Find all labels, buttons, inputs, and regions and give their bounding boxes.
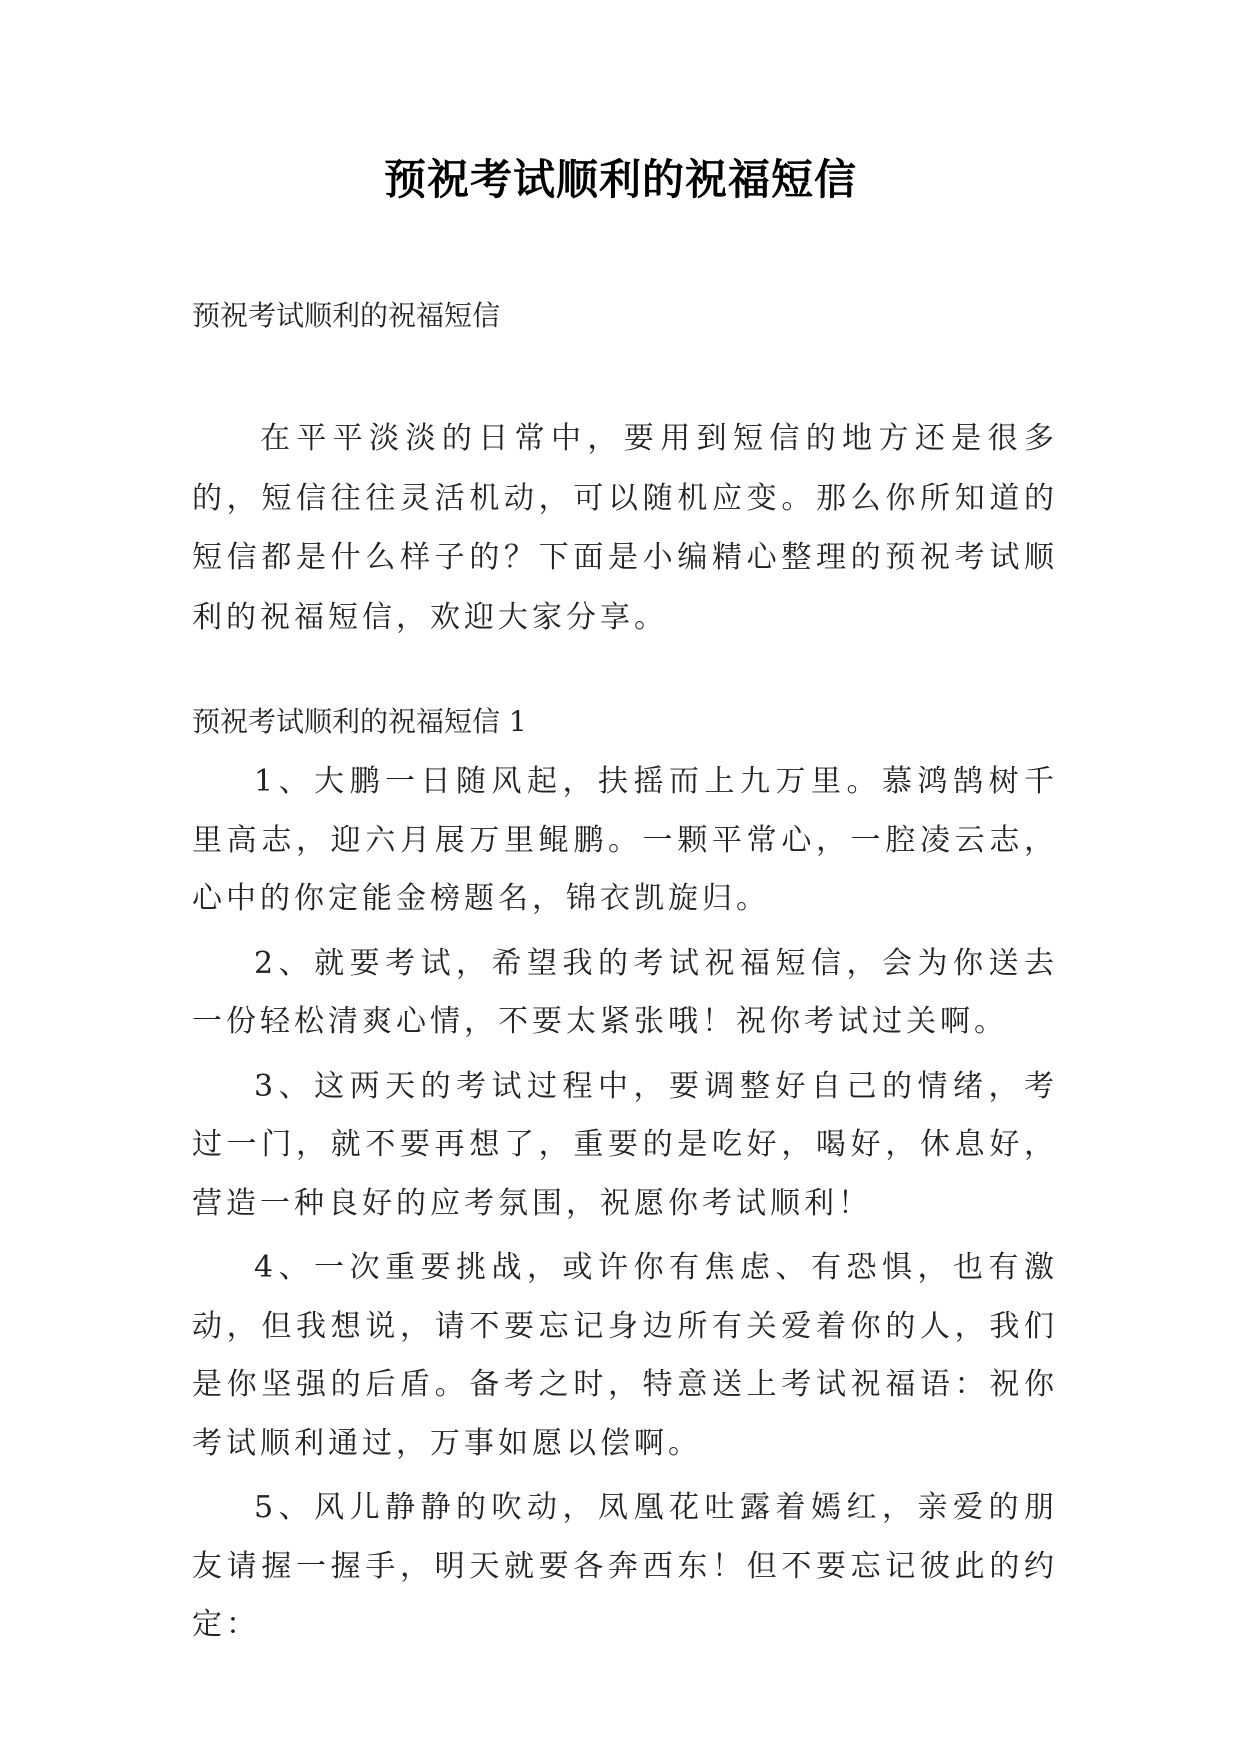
message-item-2: 2、就要考试，希望我的考试祝福短信，会为你送去一份轻松清爽心情，不要太紧张哦！祝你考试过关啊。 [192, 945, 1058, 1039]
document-subtitle: 预祝考试顺利的祝福短信 [192, 299, 501, 332]
document-title: 预祝考试顺利的祝福短信 [383, 155, 857, 204]
message-item-3: 3、这两天的考试过程中，要调整好自己的情绪，考过一门，就不要再想了，重要的是吃好，喝好，休息好，营造一种良好的应考氛围，祝愿你考试顺利！ [192, 1068, 1058, 1221]
message-list [192, 753, 1058, 1655]
section-heading: 预祝考试顺利的祝福短信 1 [192, 705, 527, 738]
message-item-1: 1、大鹏一日随风起，扶摇而上九万里。慕鸿鹄树千里高志，迎六月展万里鲲鹏。一颗平常心，一腔凌云志，心中的你定能金榜题名，锦衣凯旋归。 [192, 764, 1058, 916]
message-item-5: 5、风儿静静的吹动，凤凰花吐露着嫣红，亲爱的朋友请握一握手，明天就要各奔西东！但不要忘记彼此的约定： [192, 1490, 1058, 1642]
intro-paragraph: 在平平淡淡的日常中，要用到短信的地方还是很多的，短信往往灵活机动，可以随机应变。那么你所知道的短信都是什么样子的？下面是小编精心整理的预祝考试顺利的祝福短信，欢迎大家分享。 [192, 421, 1058, 635]
message-item-4: 4、一次重要挑战，或许你有焦虑、有恐惧，也有激动，但我想说，请不要忘记身边所有关爱着你的人，我们是你坚强的后盾。备考之时，特意送上考试祝福语：祝你考试顺利通过，万事如愿以偿啊。 [192, 1250, 1058, 1461]
